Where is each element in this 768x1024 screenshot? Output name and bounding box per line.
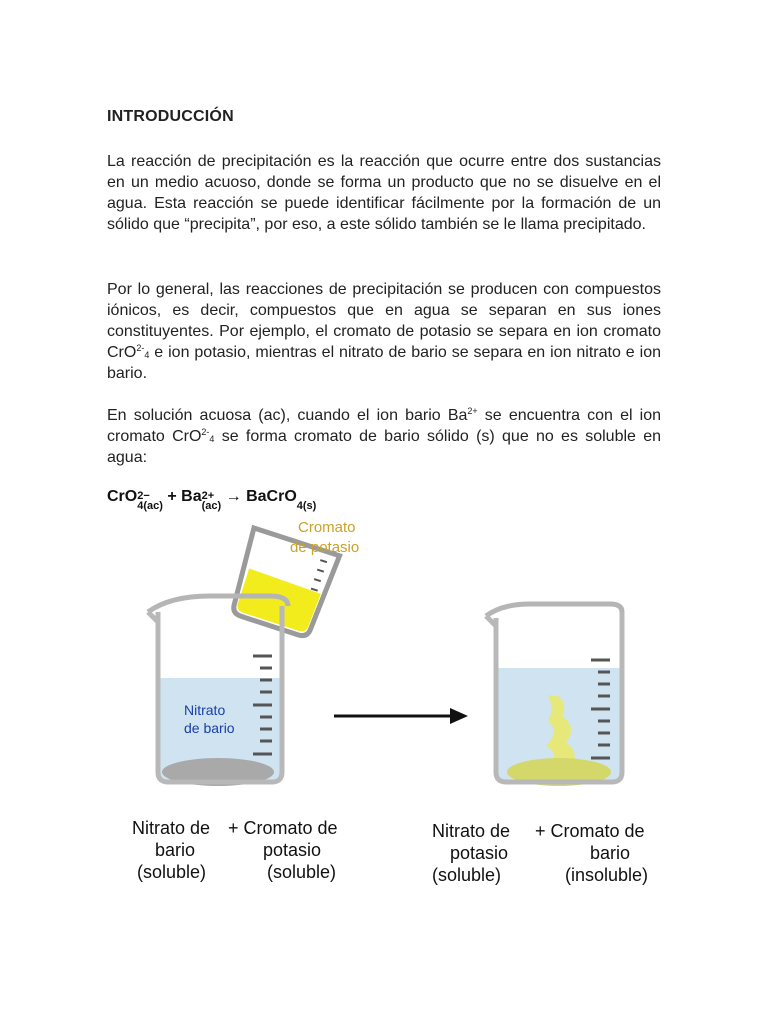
right-caption-col2-line2: bario xyxy=(590,843,631,863)
left-caption xyxy=(132,818,338,882)
left-caption-col2-line2: potasio xyxy=(263,840,322,860)
precipitation-illustration xyxy=(110,510,670,900)
right-beaker xyxy=(486,604,622,786)
section-heading: INTRODUCCIÓN xyxy=(107,108,234,125)
right-caption-col1-line1: Nitrato de xyxy=(432,821,511,841)
pour-label-line1: Cromato xyxy=(298,519,356,536)
right-caption-col1-line3: (soluble) xyxy=(432,865,502,885)
left-caption-col1-line3: (soluble) xyxy=(137,862,207,882)
reaction-arrow xyxy=(334,708,468,724)
right-caption xyxy=(432,821,648,885)
left-beaker-label-line2: de bario xyxy=(184,720,235,736)
right-caption-col2-line3: (insoluble) xyxy=(565,865,649,885)
left-caption-col2-line1: + Cromato de xyxy=(228,818,338,838)
left-caption-col2-line3: (soluble) xyxy=(267,862,337,882)
pour-label-line2: de potasio xyxy=(290,539,360,556)
right-caption-col2-line1: + Cromato de xyxy=(535,821,645,841)
left-caption-col1-line1: Nitrato de xyxy=(132,818,211,838)
paragraph-1: La reacción de precipitación es la reacción que ocurre entre dos sustancias en un medio acuoso, donde se forma un producto que no se disuelve en el agua. Esta reacción se puede identificar fácilmente por la formación de un sólido que “precipita”, por eso, a este sólido también se le llama precipitado. xyxy=(107,153,661,233)
paragraph-2: Por lo general, las reacciones de precipitación se producen con compuestos iónicos, es decir, compuestos que en agua se separan en sus iones constituyentes. Por ejemplo, el cromato de potasio se separa en ion cromato CrO$^{2-}_4$ e ion potasio, mientras el nitrato de bario se separa en ion nitrato e ion bario. xyxy=(107,281,661,382)
chemical-equation: CrO 2− 4(ac) + Ba 2+ (ac) → BaCrO 4(s) xyxy=(107,488,317,512)
left-beaker-label-line1: Nitrato xyxy=(184,702,226,718)
left-caption-col1-line2: bario xyxy=(155,840,196,860)
paragraph-3: En solución acuosa (ac), cuando el ion bario $Ba^{2+}$ se encuentra con el ion cromato CrO$^{2-}_4$ se forma cromato de bario sólido (s) que no es soluble en agua: xyxy=(107,406,662,466)
right-caption-col1-line2: potasio xyxy=(450,843,509,863)
